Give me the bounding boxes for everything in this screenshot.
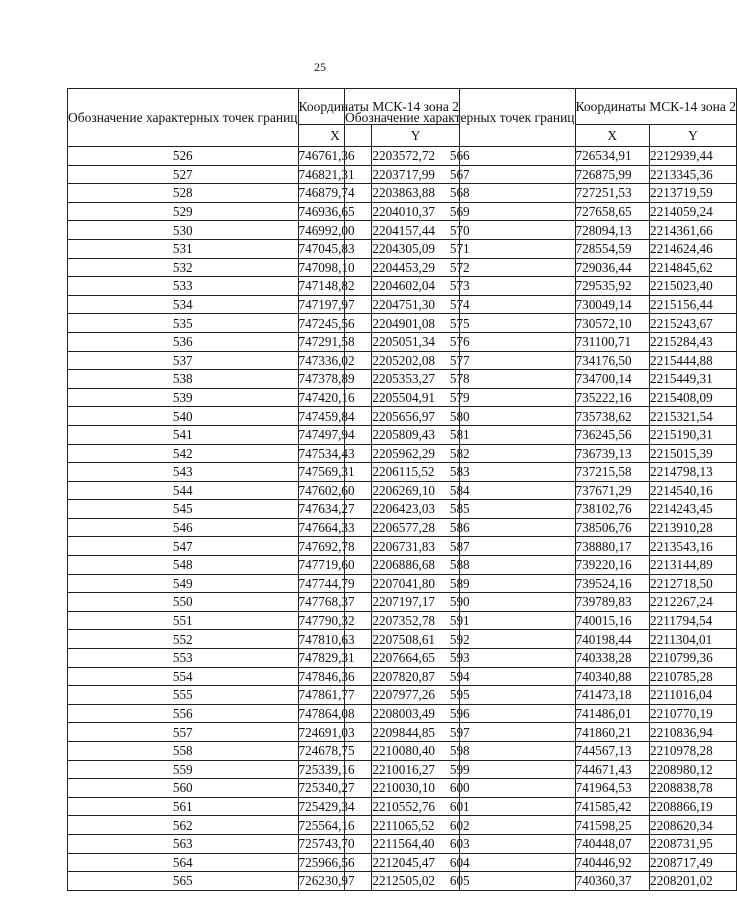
point-number-cell: 541 <box>68 425 299 444</box>
y-coordinate-cell: 2214243,45 <box>650 500 737 519</box>
table-row <box>345 388 737 407</box>
point-number-cell: 537 <box>68 351 299 370</box>
y-coordinate-cell: 2210770,19 <box>650 704 737 723</box>
point-number-cell: 539 <box>68 388 299 407</box>
point-number-cell: 591 <box>345 611 576 630</box>
y-coordinate-cell: 2214361,66 <box>650 221 737 240</box>
x-coordinate-cell: 747790,32 <box>298 611 372 630</box>
x-coordinate-cell: 737215,58 <box>575 463 650 482</box>
x-coordinate-cell: 729036,44 <box>575 258 650 277</box>
point-number-cell: 540 <box>68 407 299 426</box>
x-coordinate-cell: 747148,82 <box>298 277 372 296</box>
table-row <box>345 239 737 258</box>
table-row <box>345 147 737 166</box>
table-row <box>345 407 737 426</box>
table-row <box>345 258 737 277</box>
y-coordinate-cell: 2210978,28 <box>650 742 737 761</box>
point-number-cell: 598 <box>345 742 576 761</box>
x-coordinate-cell: 737671,29 <box>575 481 650 500</box>
table-row <box>345 184 737 203</box>
y-coordinate-cell: 2210080,40 <box>372 742 460 761</box>
x-coordinate-cell: 740015,16 <box>575 611 650 630</box>
point-number-cell: 551 <box>68 611 299 630</box>
point-number-cell: 560 <box>68 779 299 798</box>
x-coordinate-cell: 747829,31 <box>298 649 372 668</box>
x-coordinate-cell: 744671,43 <box>575 760 650 779</box>
point-number-cell: 585 <box>345 500 576 519</box>
y-coordinate-cell: 2206886,68 <box>372 556 460 575</box>
y-coordinate-cell: 2210016,27 <box>372 760 460 779</box>
point-number-cell: 578 <box>345 370 576 389</box>
x-coordinate-cell: 726230,97 <box>298 872 372 891</box>
point-number-cell: 550 <box>68 593 299 612</box>
point-number-cell: 535 <box>68 314 299 333</box>
point-number-cell: 605 <box>345 872 576 891</box>
y-coordinate-cell: 2205962,29 <box>372 444 460 463</box>
y-coordinate-cell: 2215023,40 <box>650 277 737 296</box>
table-row <box>345 704 737 723</box>
table-row <box>345 630 737 649</box>
y-coordinate-cell: 2214624,46 <box>650 239 737 258</box>
point-number-cell: 584 <box>345 481 576 500</box>
point-number-cell: 553 <box>68 649 299 668</box>
x-coordinate-cell: 746821,31 <box>298 165 372 184</box>
y-coordinate-cell: 2212718,50 <box>650 574 737 593</box>
table-row <box>345 593 737 612</box>
point-number-cell: 588 <box>345 556 576 575</box>
x-coordinate-cell: 747291,58 <box>298 332 372 351</box>
point-number-cell: 581 <box>345 425 576 444</box>
y-coordinate-cell: 2215408,09 <box>650 388 737 407</box>
x-coordinate-cell: 734176,50 <box>575 351 650 370</box>
x-coordinate-cell: 729535,92 <box>575 277 650 296</box>
x-coordinate-cell: 741473,18 <box>575 686 650 705</box>
x-coordinate-cell: 740360,37 <box>575 872 650 891</box>
x-coordinate-cell: 747664,33 <box>298 518 372 537</box>
x-coordinate-cell: 731100,71 <box>575 332 650 351</box>
header-y: Y <box>650 125 737 147</box>
table-row <box>345 816 737 835</box>
point-number-cell: 561 <box>68 797 299 816</box>
point-number-cell: 538 <box>68 370 299 389</box>
point-number-cell: 589 <box>345 574 576 593</box>
x-coordinate-cell: 747336,02 <box>298 351 372 370</box>
point-number-cell: 530 <box>68 221 299 240</box>
table-row <box>345 556 737 575</box>
table-row <box>345 332 737 351</box>
table-row <box>345 370 737 389</box>
x-coordinate-cell: 725564,16 <box>298 816 372 835</box>
table-row <box>345 165 737 184</box>
x-coordinate-cell: 728554,59 <box>575 239 650 258</box>
x-coordinate-cell: 724691,03 <box>298 723 372 742</box>
x-coordinate-cell: 735738,62 <box>575 407 650 426</box>
header-designation: Обозначение характерных точек границ <box>345 89 576 147</box>
table-row <box>345 760 737 779</box>
table-row <box>345 500 737 519</box>
page-number: 25 <box>314 60 326 74</box>
point-number-cell: 547 <box>68 537 299 556</box>
x-coordinate-cell: 747602,60 <box>298 481 372 500</box>
x-coordinate-cell: 740448,07 <box>575 834 650 853</box>
point-number-cell: 569 <box>345 202 576 221</box>
table-row <box>345 351 737 370</box>
table-row <box>345 463 737 482</box>
y-coordinate-cell: 2204010,37 <box>372 202 460 221</box>
x-coordinate-cell: 740446,92 <box>575 853 650 872</box>
y-coordinate-cell: 2214845,62 <box>650 258 737 277</box>
x-coordinate-cell: 747497,94 <box>298 425 372 444</box>
y-coordinate-cell: 2208866,19 <box>650 797 737 816</box>
point-number-cell: 545 <box>68 500 299 519</box>
x-coordinate-cell: 747864,08 <box>298 704 372 723</box>
y-coordinate-cell: 2210030,10 <box>372 779 460 798</box>
x-coordinate-cell: 726534,91 <box>575 147 650 166</box>
header-coordinates: Координаты МСК-14 зона 2 <box>298 89 459 125</box>
x-coordinate-cell: 741486,01 <box>575 704 650 723</box>
x-coordinate-cell: 725966,56 <box>298 853 372 872</box>
point-number-cell: 571 <box>345 239 576 258</box>
y-coordinate-cell: 2208003,49 <box>372 704 460 723</box>
point-number-cell: 528 <box>68 184 299 203</box>
x-coordinate-cell: 724678,75 <box>298 742 372 761</box>
y-coordinate-cell: 2215321,54 <box>650 407 737 426</box>
y-coordinate-cell: 2207820,87 <box>372 667 460 686</box>
point-number-cell: 582 <box>345 444 576 463</box>
x-coordinate-cell: 747245,56 <box>298 314 372 333</box>
point-number-cell: 579 <box>345 388 576 407</box>
table-row <box>345 314 737 333</box>
point-number-cell: 544 <box>68 481 299 500</box>
x-coordinate-cell: 738880,17 <box>575 537 650 556</box>
point-number-cell: 567 <box>345 165 576 184</box>
table-row <box>345 574 737 593</box>
y-coordinate-cell: 2208620,34 <box>650 816 737 835</box>
x-coordinate-cell: 746992,00 <box>298 221 372 240</box>
point-number-cell: 532 <box>68 258 299 277</box>
point-number-cell: 590 <box>345 593 576 612</box>
x-coordinate-cell: 747045,83 <box>298 239 372 258</box>
point-number-cell: 574 <box>345 295 576 314</box>
point-number-cell: 593 <box>345 649 576 668</box>
table-row <box>345 686 737 705</box>
point-number-cell: 600 <box>345 779 576 798</box>
y-coordinate-cell: 2204305,09 <box>372 239 460 258</box>
point-number-cell: 534 <box>68 295 299 314</box>
y-coordinate-cell: 2208980,12 <box>650 760 737 779</box>
table-row <box>345 872 737 891</box>
x-coordinate-cell: 735222,16 <box>575 388 650 407</box>
y-coordinate-cell: 2205809,43 <box>372 425 460 444</box>
x-coordinate-cell: 747861,77 <box>298 686 372 705</box>
header-x: X <box>298 125 372 147</box>
y-coordinate-cell: 2213719,59 <box>650 184 737 203</box>
table-row <box>345 779 737 798</box>
y-coordinate-cell: 2204901,08 <box>372 314 460 333</box>
y-coordinate-cell: 2204157,44 <box>372 221 460 240</box>
y-coordinate-cell: 2214540,16 <box>650 481 737 500</box>
table-row <box>345 202 737 221</box>
point-number-cell: 546 <box>68 518 299 537</box>
point-number-cell: 570 <box>345 221 576 240</box>
x-coordinate-cell: 747534,43 <box>298 444 372 463</box>
y-coordinate-cell: 2213910,28 <box>650 518 737 537</box>
y-coordinate-cell: 2206115,52 <box>372 463 460 482</box>
point-number-cell: 527 <box>68 165 299 184</box>
table-row <box>345 834 737 853</box>
y-coordinate-cell: 2215156,44 <box>650 295 737 314</box>
x-coordinate-cell: 726875,99 <box>575 165 650 184</box>
point-number-cell: 564 <box>68 853 299 872</box>
y-coordinate-cell: 2215444,88 <box>650 351 737 370</box>
x-coordinate-cell: 740338,28 <box>575 649 650 668</box>
y-coordinate-cell: 2212267,24 <box>650 593 737 612</box>
point-number-cell: 554 <box>68 667 299 686</box>
point-number-cell: 576 <box>345 332 576 351</box>
y-coordinate-cell: 2205504,91 <box>372 388 460 407</box>
x-coordinate-cell: 747378,89 <box>298 370 372 389</box>
table-row <box>345 667 737 686</box>
table-row <box>345 537 737 556</box>
y-coordinate-cell: 2209844,85 <box>372 723 460 742</box>
x-coordinate-cell: 747810,63 <box>298 630 372 649</box>
coordinates-table-right <box>344 88 737 891</box>
y-coordinate-cell: 2213345,36 <box>650 165 737 184</box>
x-coordinate-cell: 747569,31 <box>298 463 372 482</box>
point-number-cell: 575 <box>345 314 576 333</box>
table-row <box>345 742 737 761</box>
y-coordinate-cell: 2212505,02 <box>372 872 460 891</box>
point-number-cell: 599 <box>345 760 576 779</box>
point-number-cell: 543 <box>68 463 299 482</box>
y-coordinate-cell: 2212939,44 <box>650 147 737 166</box>
y-coordinate-cell: 2206577,28 <box>372 518 460 537</box>
point-number-cell: 555 <box>68 686 299 705</box>
point-number-cell: 565 <box>68 872 299 891</box>
y-coordinate-cell: 2210552,76 <box>372 797 460 816</box>
x-coordinate-cell: 740340,88 <box>575 667 650 686</box>
y-coordinate-cell: 2205202,08 <box>372 351 460 370</box>
point-number-cell: 592 <box>345 630 576 649</box>
x-coordinate-cell: 746761,36 <box>298 147 372 166</box>
x-coordinate-cell: 739220,16 <box>575 556 650 575</box>
x-coordinate-cell: 736739,13 <box>575 444 650 463</box>
y-coordinate-cell: 2207041,80 <box>372 574 460 593</box>
point-number-cell: 556 <box>68 704 299 723</box>
x-coordinate-cell: 741598,25 <box>575 816 650 835</box>
table-row <box>345 797 737 816</box>
y-coordinate-cell: 2207352,78 <box>372 611 460 630</box>
y-coordinate-cell: 2208838,78 <box>650 779 737 798</box>
point-number-cell: 586 <box>345 518 576 537</box>
x-coordinate-cell: 741964,53 <box>575 779 650 798</box>
point-number-cell: 596 <box>345 704 576 723</box>
point-number-cell: 552 <box>68 630 299 649</box>
table-row <box>345 277 737 296</box>
point-number-cell: 572 <box>345 258 576 277</box>
x-coordinate-cell: 747197,97 <box>298 295 372 314</box>
y-coordinate-cell: 2212045,47 <box>372 853 460 872</box>
y-coordinate-cell: 2207664,65 <box>372 649 460 668</box>
point-number-cell: 531 <box>68 239 299 258</box>
y-coordinate-cell: 2206423,03 <box>372 500 460 519</box>
table-row <box>345 649 737 668</box>
x-coordinate-cell: 747420,16 <box>298 388 372 407</box>
y-coordinate-cell: 2211564,40 <box>372 834 460 853</box>
x-coordinate-cell: 736245,56 <box>575 425 650 444</box>
x-coordinate-cell: 741860,21 <box>575 723 650 742</box>
y-coordinate-cell: 2211794,54 <box>650 611 737 630</box>
header-x: X <box>575 125 650 147</box>
y-coordinate-cell: 2207197,17 <box>372 593 460 612</box>
y-coordinate-cell: 2207508,61 <box>372 630 460 649</box>
point-number-cell: 562 <box>68 816 299 835</box>
point-number-cell: 603 <box>345 834 576 853</box>
x-coordinate-cell: 738506,76 <box>575 518 650 537</box>
x-coordinate-cell: 725340,27 <box>298 779 372 798</box>
x-coordinate-cell: 734700,14 <box>575 370 650 389</box>
x-coordinate-cell: 730049,14 <box>575 295 650 314</box>
point-number-cell: 583 <box>345 463 576 482</box>
table-row <box>345 518 737 537</box>
y-coordinate-cell: 2210785,28 <box>650 667 737 686</box>
table-row <box>345 221 737 240</box>
x-coordinate-cell: 730572,10 <box>575 314 650 333</box>
x-coordinate-cell: 740198,44 <box>575 630 650 649</box>
x-coordinate-cell: 738102,76 <box>575 500 650 519</box>
y-coordinate-cell: 2211016,04 <box>650 686 737 705</box>
table-row <box>345 611 737 630</box>
y-coordinate-cell: 2215190,31 <box>650 425 737 444</box>
y-coordinate-cell: 2214798,13 <box>650 463 737 482</box>
point-number-cell: 566 <box>345 147 576 166</box>
y-coordinate-cell: 2208717,49 <box>650 853 737 872</box>
point-number-cell: 595 <box>345 686 576 705</box>
y-coordinate-cell: 2206731,83 <box>372 537 460 556</box>
x-coordinate-cell: 746936,65 <box>298 202 372 221</box>
x-coordinate-cell: 744567,13 <box>575 742 650 761</box>
x-coordinate-cell: 747768,37 <box>298 593 372 612</box>
y-coordinate-cell: 2211065,52 <box>372 816 460 835</box>
x-coordinate-cell: 747846,36 <box>298 667 372 686</box>
y-coordinate-cell: 2203717,99 <box>372 165 460 184</box>
point-number-cell: 597 <box>345 723 576 742</box>
table-row <box>345 853 737 872</box>
y-coordinate-cell: 2215449,31 <box>650 370 737 389</box>
y-coordinate-cell: 2214059,24 <box>650 202 737 221</box>
y-coordinate-cell: 2205353,27 <box>372 370 460 389</box>
point-number-cell: 604 <box>345 853 576 872</box>
x-coordinate-cell: 747719,60 <box>298 556 372 575</box>
x-coordinate-cell: 747634,27 <box>298 500 372 519</box>
table-row <box>345 295 737 314</box>
point-number-cell: 557 <box>68 723 299 742</box>
header-coordinates: Координаты МСК-14 зона 2 <box>575 89 736 125</box>
y-coordinate-cell: 2203572,72 <box>372 147 460 166</box>
y-coordinate-cell: 2205656,97 <box>372 407 460 426</box>
x-coordinate-cell: 741585,42 <box>575 797 650 816</box>
point-number-cell: 542 <box>68 444 299 463</box>
x-coordinate-cell: 728094,13 <box>575 221 650 240</box>
point-number-cell: 559 <box>68 760 299 779</box>
y-coordinate-cell: 2208731,95 <box>650 834 737 853</box>
point-number-cell: 601 <box>345 797 576 816</box>
table-row <box>345 481 737 500</box>
x-coordinate-cell: 747692,78 <box>298 537 372 556</box>
point-number-cell: 536 <box>68 332 299 351</box>
point-number-cell: 594 <box>345 667 576 686</box>
x-coordinate-cell: 747098,10 <box>298 258 372 277</box>
y-coordinate-cell: 2204453,29 <box>372 258 460 277</box>
table-row <box>345 723 737 742</box>
y-coordinate-cell: 2211304,01 <box>650 630 737 649</box>
point-number-cell: 563 <box>68 834 299 853</box>
x-coordinate-cell: 746879,74 <box>298 184 372 203</box>
y-coordinate-cell: 2206269,10 <box>372 481 460 500</box>
y-coordinate-cell: 2215284,43 <box>650 332 737 351</box>
point-number-cell: 533 <box>68 277 299 296</box>
y-coordinate-cell: 2204602,04 <box>372 277 460 296</box>
point-number-cell: 568 <box>345 184 576 203</box>
y-coordinate-cell: 2215243,67 <box>650 314 737 333</box>
y-coordinate-cell: 2210836,94 <box>650 723 737 742</box>
x-coordinate-cell: 725743,70 <box>298 834 372 853</box>
point-number-cell: 526 <box>68 147 299 166</box>
y-coordinate-cell: 2204751,30 <box>372 295 460 314</box>
y-coordinate-cell: 2207977,26 <box>372 686 460 705</box>
point-number-cell: 548 <box>68 556 299 575</box>
header-designation: Обозначение характерных точек границ <box>68 89 299 147</box>
table-row <box>345 425 737 444</box>
y-coordinate-cell: 2205051,34 <box>372 332 460 351</box>
point-number-cell: 580 <box>345 407 576 426</box>
point-number-cell: 577 <box>345 351 576 370</box>
y-coordinate-cell: 2203863,88 <box>372 184 460 203</box>
point-number-cell: 529 <box>68 202 299 221</box>
y-coordinate-cell: 2210799,36 <box>650 649 737 668</box>
x-coordinate-cell: 747459,84 <box>298 407 372 426</box>
x-coordinate-cell: 727251,53 <box>575 184 650 203</box>
point-number-cell: 587 <box>345 537 576 556</box>
x-coordinate-cell: 747744,79 <box>298 574 372 593</box>
x-coordinate-cell: 725429,34 <box>298 797 372 816</box>
x-coordinate-cell: 739524,16 <box>575 574 650 593</box>
header-y: Y <box>372 125 460 147</box>
y-coordinate-cell: 2215015,39 <box>650 444 737 463</box>
x-coordinate-cell: 739789,83 <box>575 593 650 612</box>
y-coordinate-cell: 2208201,02 <box>650 872 737 891</box>
x-coordinate-cell: 725339,16 <box>298 760 372 779</box>
point-number-cell: 602 <box>345 816 576 835</box>
y-coordinate-cell: 2213543,16 <box>650 537 737 556</box>
point-number-cell: 573 <box>345 277 576 296</box>
point-number-cell: 549 <box>68 574 299 593</box>
x-coordinate-cell: 727658,65 <box>575 202 650 221</box>
y-coordinate-cell: 2213144,89 <box>650 556 737 575</box>
point-number-cell: 558 <box>68 742 299 761</box>
table-row <box>345 444 737 463</box>
